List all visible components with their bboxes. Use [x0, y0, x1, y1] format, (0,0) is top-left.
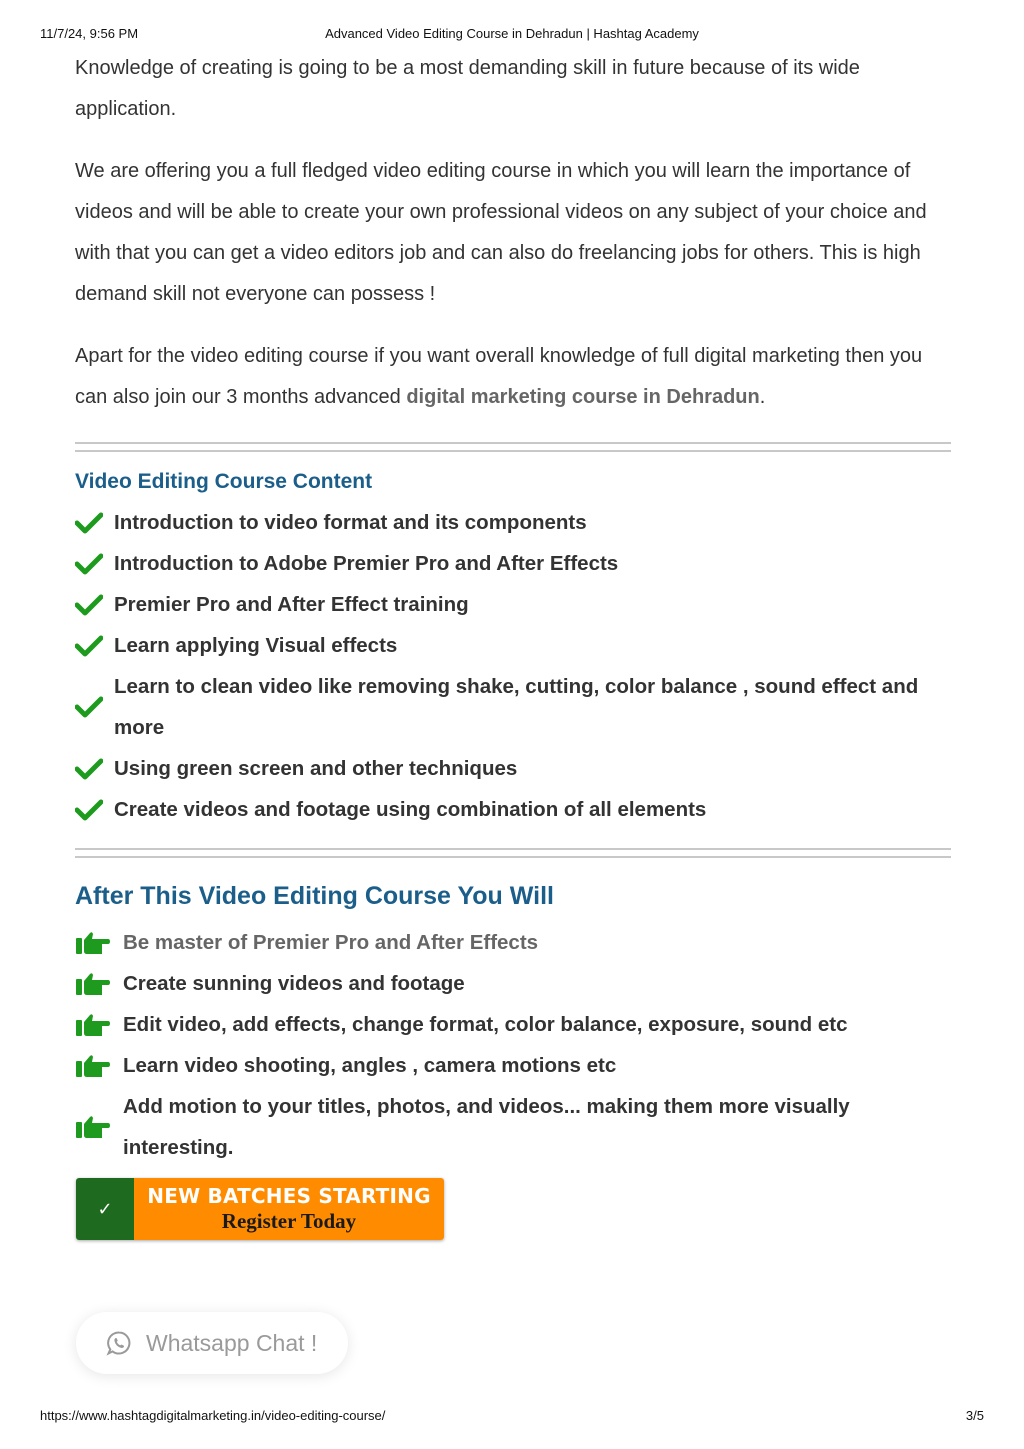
- intro-paragraph-1: Knowledge of creating is going to be a most demanding skill in future because of its wide application.: [75, 57, 860, 120]
- whatsapp-chat-label: Whatsapp Chat !: [146, 1329, 318, 1356]
- banner-check-icon: ✓: [76, 1178, 134, 1240]
- intro-paragraph-3-end: .: [759, 386, 766, 408]
- list-item: Introduction to video format and its components: [75, 502, 955, 543]
- list-item: Introduction to Adobe Premier Pro and After Effects: [75, 543, 955, 584]
- banner-text: [134, 1178, 444, 1240]
- list-item: Premier Pro and After Effect training: [75, 584, 955, 625]
- article-content: [75, 48, 955, 1168]
- list-item: Create videos and footage using combination of all elements: [75, 789, 955, 830]
- list-item: Be master of Premier Pro and After Effects: [75, 922, 955, 963]
- checkmark-icon: [75, 758, 103, 780]
- pointing-hand-icon: [75, 971, 111, 997]
- pointing-hand-icon: [75, 930, 111, 956]
- list-item: Learn applying Visual effects: [75, 625, 955, 666]
- checkmark-icon: [75, 799, 103, 821]
- intro-paragraph-3: [75, 336, 955, 418]
- new-batches-register-banner[interactable]: [76, 1178, 444, 1240]
- digital-marketing-course-link[interactable]: digital marketing course in Dehradun: [406, 386, 760, 408]
- list-item: Learn to clean video like removing shake, cutting, color balance , sound effect and more: [75, 666, 955, 748]
- print-page-title: Advanced Video Editing Course in Dehradun | Hashtag Academy: [325, 26, 699, 41]
- pointing-hand-icon: [75, 1053, 111, 1079]
- pointing-hand-icon: [75, 1012, 111, 1038]
- print-datetime: 11/7/24, 9:56 PM: [40, 26, 139, 41]
- intro-paragraph-2: We are offering you a full fledged video editing course in which you will learn the importance of videos and will be able to create your own professional videos on any subject of your choice and with that you can get a video editors job and can also do freelancing jobs for others. This is high demand skill not everyone can possess !: [75, 160, 927, 305]
- intro-paragraph-3-text: Apart for the video editing course if you want overall knowledge of full digital marketing then you can also join our 3 months advanced: [75, 345, 923, 408]
- banner-headline: NEW BATCHES STARTING: [147, 1184, 431, 1208]
- checkmark-icon: [75, 635, 103, 657]
- list-item: Using green screen and other techniques: [75, 748, 955, 789]
- section-divider: [75, 442, 951, 452]
- course-content-heading: Video Editing Course Content: [75, 470, 373, 493]
- print-footer: [0, 1408, 1024, 1424]
- checkmark-icon: [75, 594, 103, 616]
- checkmark-icon: [75, 512, 103, 534]
- checkmark-icon: [75, 553, 103, 575]
- print-url: https://www.hashtagdigitalmarketing.in/video-editing-course/: [40, 1408, 386, 1423]
- list-item: Add motion to your titles, photos, and videos... making them more visually interesting.: [75, 1086, 955, 1168]
- print-header: [0, 26, 1024, 42]
- pointing-hand-icon: [75, 1114, 111, 1140]
- whatsapp-chat-button[interactable]: [76, 1312, 348, 1374]
- banner-subline: Register Today: [221, 1209, 357, 1233]
- whatsapp-icon: [106, 1330, 132, 1356]
- list-item: Learn video shooting, angles , camera motions etc: [75, 1045, 955, 1086]
- list-item: Create sunning videos and footage: [75, 963, 955, 1004]
- page-number: 3/5: [965, 1408, 984, 1423]
- list-item: Edit video, add effects, change format, color balance, exposure, sound etc: [75, 1004, 955, 1045]
- section-divider: [75, 848, 951, 858]
- course-outcomes-list: [75, 922, 955, 1168]
- checkmark-icon: [75, 696, 103, 718]
- course-content-list: [75, 502, 955, 830]
- course-outcomes-heading: After This Video Editing Course You Will: [75, 882, 554, 910]
